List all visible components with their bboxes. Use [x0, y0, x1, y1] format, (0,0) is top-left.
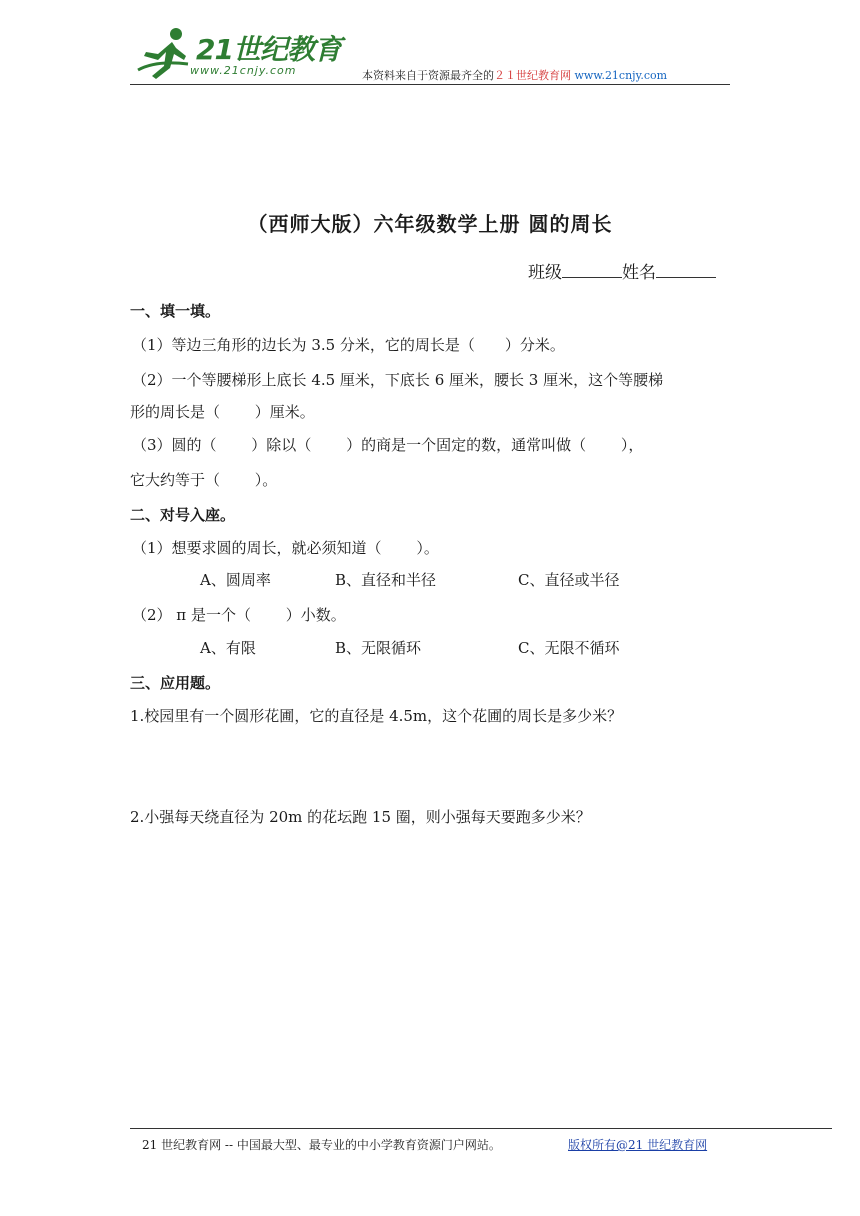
logo-title: 21世纪教育: [196, 33, 341, 66]
question-1-3-line-1: （3）圆的（ ）除以（ ）的商是一个固定的数，通常叫做（ ），: [132, 436, 644, 454]
question-2-1: （1）想要求圆的周长，就必须知道（ ）。: [132, 539, 439, 557]
problem-3-2: 2.小强每天绕直径为 20m 的花坛跑 15 圈，则小强每天要跑多少米？: [130, 808, 591, 826]
question-1-2-line-1: （2）一个等腰梯形上底长 4.5 厘米，下底长 6 厘米，腰长 3 厘米，这个等腰梯: [132, 371, 664, 389]
option-2-1-c[interactable]: C、直径或半径: [518, 571, 620, 589]
question-1-3-line-2: 它大约等于（ ）。: [130, 471, 278, 489]
footer-divider: [130, 1128, 832, 1129]
header-brand: ２１世纪教育网: [494, 69, 571, 82]
header-note-text: 本资料来自于资源最齐全的: [362, 69, 494, 82]
question-2-2: （2） π 是一个（ ）小数。: [132, 606, 346, 624]
logo-url: www.21cnjy.com: [190, 64, 297, 77]
header-note: [362, 67, 667, 83]
option-2-1-a[interactable]: A、圆周率: [200, 571, 271, 589]
option-2-2-b[interactable]: B、无限循环: [335, 639, 422, 657]
name-label: 姓名: [622, 263, 656, 283]
running-figure-icon: [136, 24, 194, 80]
student-info-fields: [528, 258, 716, 283]
header-url-link[interactable]: www.21cnjy.com: [574, 69, 668, 82]
name-blank[interactable]: [656, 261, 716, 278]
section-3-heading: 三、应用题。: [130, 674, 221, 692]
option-2-2-a[interactable]: A、有限: [200, 639, 256, 657]
problem-3-1: 1.校园里有一个圆形花圃，它的直径是 4.5m，这个花圃的周长是多少米？: [130, 707, 623, 725]
option-2-2-c[interactable]: C、无限不循环: [518, 639, 620, 657]
option-2-1-b[interactable]: B、直径和半径: [335, 571, 437, 589]
page-title: （西师大版）六年级数学上册 圆的周长: [247, 212, 613, 236]
class-label: 班级: [528, 263, 562, 283]
header-divider: [130, 84, 730, 85]
class-blank[interactable]: [562, 261, 622, 278]
question-1-1: （1）等边三角形的边长为 3.5 分米，它的周长是（ ）分米。: [132, 336, 565, 354]
question-1-2-line-2: 形的周长是（ ）厘米。: [130, 403, 315, 421]
section-2-heading: 二、对号入座。: [130, 506, 236, 524]
section-1-heading: 一、填一填。: [130, 302, 221, 320]
footer-text: 21 世纪教育网 -- 中国最大型、最专业的中小学教育资源门户网站。: [142, 1138, 501, 1152]
site-logo: [136, 24, 346, 84]
footer-copyright-link[interactable]: 版权所有@21 世纪教育网: [568, 1138, 708, 1152]
